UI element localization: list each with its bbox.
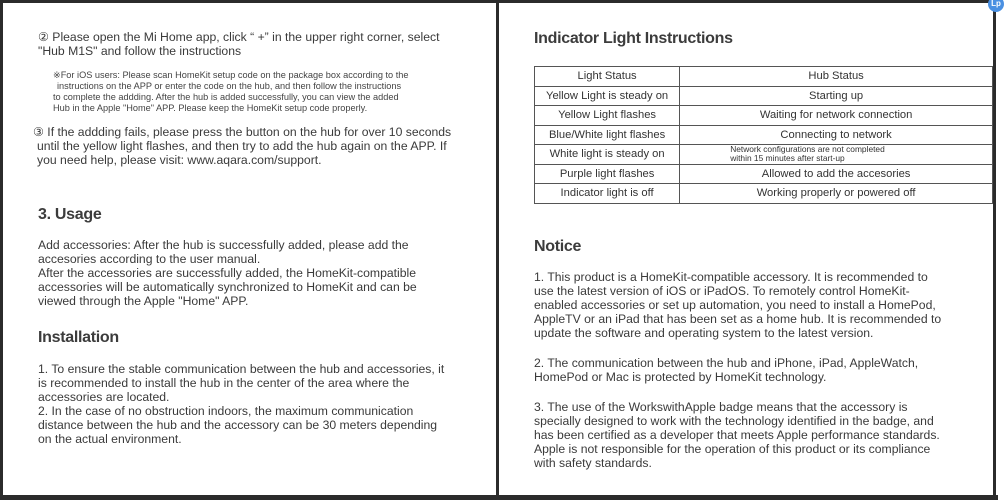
light-status-cell: White light is steady on <box>535 145 680 165</box>
notice-paragraph-1 <box>534 270 941 340</box>
light-status-cell: Blue/White light flashes <box>535 125 680 145</box>
left-page <box>3 0 496 495</box>
step3-paragraph <box>33 125 451 167</box>
notice-paragraph-3 <box>534 400 940 470</box>
installation-line: on the actual environment. <box>38 432 182 446</box>
ios-note-line: ※For iOS users: Please scan HomeKit setup code on the package box according to the <box>53 70 409 80</box>
hub-status-cell <box>680 145 993 165</box>
light-status-cell: Purple light flashes <box>535 164 680 184</box>
ios-note-line: instructions on the APP or enter the code on the hub, and then follow the instructions <box>57 81 402 91</box>
usage-line: Add accessories: After the hub is successfully added, please add the <box>38 238 409 252</box>
notice-line: specially designed to work with the technology identified in the badge, and <box>534 414 934 428</box>
installation-paragraph <box>38 362 444 446</box>
table-row <box>535 184 993 204</box>
step2-line: "Hub M1S" and follow the instructions <box>38 44 242 58</box>
table-row <box>535 106 993 126</box>
step2-line: ② Please open the Mi Home app, click “ +” in the upper right corner, select <box>38 30 440 44</box>
notice-line: HomePod or Mac is protected by HomeKit technology. <box>534 370 827 384</box>
usage-line: accesories according to the user manual. <box>38 252 261 266</box>
light-status-cell: Indicator light is off <box>535 184 680 204</box>
usage-line: After the accessories are successfully added, the HomeKit-compatible <box>38 266 416 280</box>
notice-line: AppleTV or an iPad that has been set as a home hub. It is recommended to <box>534 312 942 326</box>
indicator-table <box>534 66 993 204</box>
header-light-status: Light Status <box>535 67 680 87</box>
indicator-heading: Indicator Light Instructions <box>534 30 733 47</box>
notice-paragraph-2 <box>534 356 918 384</box>
right-page <box>499 0 993 495</box>
light-status-cell: Yellow Light is steady on <box>535 86 680 106</box>
installation-line: accessories are located. <box>38 390 170 404</box>
notice-line: enabled accessories or set up automation, you need to install a HomePod, <box>534 298 936 312</box>
usage-line: accessories will be automatically synchronized to HomeKit and can be <box>38 280 417 294</box>
table-row <box>535 125 993 145</box>
ios-note-line: Hub in the Apple "Home" APP. Please keep the HomeKit setup code properly. <box>53 103 368 113</box>
ios-note <box>53 70 409 114</box>
step2-paragraph <box>38 30 439 58</box>
installation-heading: Installation <box>38 329 119 346</box>
hub-status-cell: Waiting for network connection <box>680 106 993 126</box>
corner-badge[interactable]: Lp <box>988 0 1004 12</box>
notice-line: Apple is not responsible for the operation of this product or its compliance <box>534 442 931 456</box>
hub-status-cell: Allowed to add the accesories <box>680 164 993 184</box>
hub-status-line: within 15 minutes after start-up <box>730 153 845 164</box>
notice-heading: Notice <box>534 238 582 255</box>
usage-heading: 3. Usage <box>38 206 102 223</box>
installation-line: distance between the hub and the accessory can be 30 meters depending <box>38 418 438 432</box>
hub-status-cell: Starting up <box>680 86 993 106</box>
notice-line: 1. This product is a HomeKit-compatible accessory. It is recommended to <box>534 270 928 284</box>
step3-line: you need help, please visit: www.aqara.com/support. <box>37 153 322 167</box>
installation-line: is recommended to install the hub in the center of the area where the <box>38 376 410 390</box>
frame-bottom-border <box>0 495 998 500</box>
step3-line: until the yellow light flashes, and then try to add the hub again on the APP. If <box>37 139 447 153</box>
usage-line: viewed through the Apple "Home" APP. <box>38 294 249 308</box>
installation-line: 2. In the case of no obstruction indoors, the maximum communication <box>38 404 414 418</box>
notice-line: with safety standards. <box>534 456 652 470</box>
table-header-row <box>535 67 993 87</box>
usage-paragraph <box>38 238 417 308</box>
light-status-cell: Yellow Light flashes <box>535 106 680 126</box>
step3-line: ③ If the addding fails, please press the button on the hub for over 10 seconds <box>33 125 452 139</box>
table-row <box>535 86 993 106</box>
table-row <box>535 145 993 165</box>
table-row <box>535 164 993 184</box>
hub-status-cell: Working properly or powered off <box>680 184 993 204</box>
notice-line: has been certified as a developer that meets Apple performance standards. <box>534 428 940 442</box>
notice-line: 2. The communication between the hub and iPhone, iPad, AppleWatch, <box>534 356 919 370</box>
notice-line: 3. The use of the WorkswithApple badge means that the accessory is <box>534 400 908 414</box>
notice-line: use the latest version of iOS or iPadOS. To remotely control HomeKit- <box>534 284 910 298</box>
notice-line: update the software and operating system to the latest version. <box>534 326 874 340</box>
installation-line: 1. To ensure the stable communication between the hub and accessories, it <box>38 362 445 376</box>
frame-right-border <box>993 0 996 500</box>
header-hub-status: Hub Status <box>680 67 993 87</box>
ios-note-line: to complete the addding. After the hub is added successfully, you can view the added <box>53 92 399 102</box>
hub-status-cell: Connecting to network <box>680 125 993 145</box>
hub-status-line: Network configurations are not completed <box>730 144 885 155</box>
